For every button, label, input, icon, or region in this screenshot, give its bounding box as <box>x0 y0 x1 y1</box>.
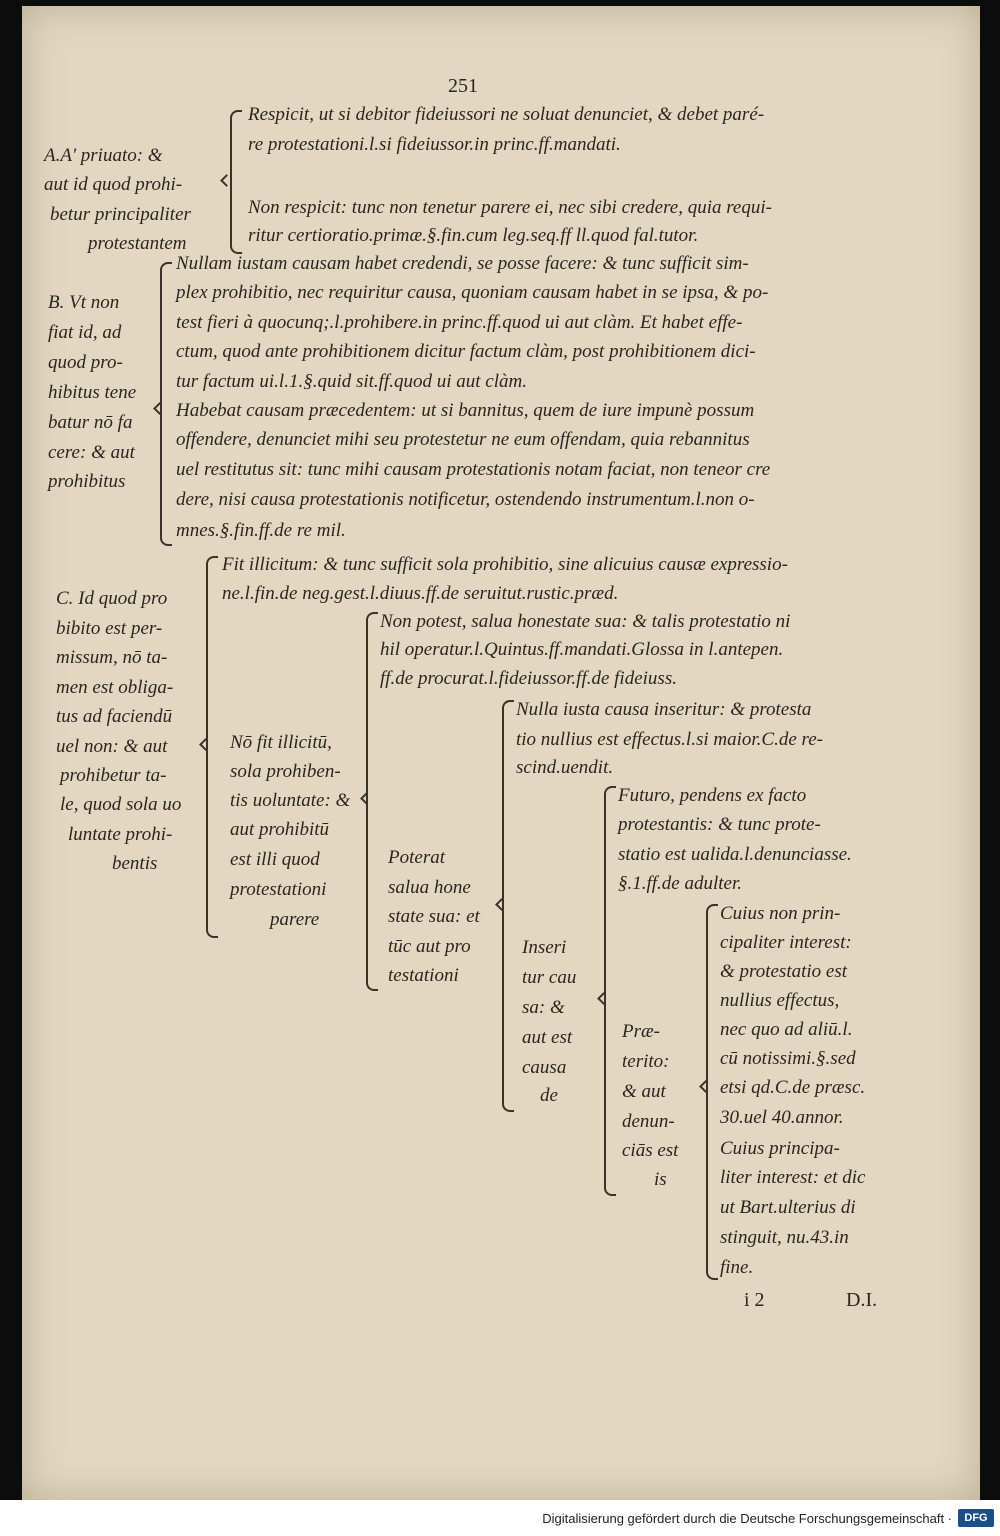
nullam-line: test fieri à quocunq;.l.prohibere.in princ.ff.quod ui aut clàm. Et habet effe- <box>176 312 743 333</box>
section-b-head-line: hibitus tene <box>48 382 137 403</box>
respicit-line: re protestationi.l.si fideiussor.in princ.ff.mandati. <box>248 134 621 155</box>
poterat-line: state sua: et <box>388 906 480 927</box>
section-a-head-line: aut id quod prohi- <box>44 174 183 195</box>
nulla-line: Nulla iusta causa inseritur: & protesta <box>516 699 812 720</box>
section-c-head-line: bibito est per- <box>56 618 163 639</box>
fit-illicitum-line: Fit illicitum: & tunc sufficit sola prohibitio, sine alicuius causæ expressio- <box>222 554 788 575</box>
nullam-line: Nullam iustam causam habet credendi, se posse facere: & tunc sufficit sim- <box>176 253 749 274</box>
habebat-line: dere, nisi causa protestationis notificetur, ostendendo instrumentum.l.non o- <box>176 489 755 510</box>
section-b-head-line: quod pro- <box>48 352 123 373</box>
section-c-head-line: le, quod sola uo <box>60 794 182 815</box>
no-fit-line: Nō fit illicitū, <box>230 732 332 753</box>
section-c-head-line: luntate prohi- <box>68 824 173 845</box>
footer-credit-text: Digitalisierung gefördert durch die Deutsche Forschungsgemeinschaft · <box>542 1511 952 1526</box>
non-potest-line: Non potest, salua honestate sua: & talis protestatio ni <box>380 611 791 632</box>
section-b-head-line: prohibitus <box>48 471 126 492</box>
no-fit-line: aut prohibitū <box>230 819 330 840</box>
section-c-head-line: men est obliga- <box>56 677 174 698</box>
inseri-line: sa: & <box>522 997 565 1018</box>
cuius-princ-line: ut Bart.ulterius di <box>720 1197 856 1218</box>
section-b-head-line: fiat id, ad <box>48 322 122 343</box>
futuro-line: statio est ualida.l.denunciasse. <box>618 844 852 865</box>
cuius-princ-line: Cuius principa- <box>720 1138 840 1159</box>
poterat-line: Poterat <box>388 847 445 868</box>
section-c-head-line: prohibetur ta- <box>60 765 167 786</box>
inseri-line: Inseri <box>522 937 567 958</box>
cuius-non-line: nullius effectus, <box>720 990 840 1011</box>
non-respicit-line: ritur certioratio.primæ.§.fin.cum leg.seq.ff ll.quod fal.tutor. <box>248 225 699 246</box>
inseri-line: tur cau <box>522 967 577 988</box>
fit-illicitum-line: ne.l.fin.de neg.gest.l.diuus.ff.de seruitut.rustic.præd. <box>222 583 619 604</box>
section-c-head-line: uel non: & aut <box>56 736 168 757</box>
futuro-line: §.1.ff.de adulter. <box>618 873 743 894</box>
section-a-head-line: betur principaliter <box>50 204 191 225</box>
cuius-non-line: & protestatio est <box>720 961 848 982</box>
cuius-non-line: Cuius non prin- <box>720 903 841 924</box>
no-fit-line: est illi quod <box>230 849 320 870</box>
page-number: 251 <box>448 75 478 97</box>
section-b-head-line: cere: & aut <box>48 442 135 463</box>
brace-praeterito <box>706 904 718 1280</box>
cuius-princ-line: liter interest: et dic <box>720 1167 866 1188</box>
respicit-line: Respicit, ut si debitor fideiussori ne soluat denunciet, & debet paré- <box>248 104 765 125</box>
habebat-line: Habebat causam præcedentem: ut si bannitus, quem de iure impunè possum <box>176 400 755 421</box>
cuius-non-line: nec quo ad aliū.l. <box>720 1019 853 1040</box>
praeterito-line: is <box>654 1169 667 1190</box>
section-c-head-line: tus ad faciendū <box>56 706 173 727</box>
section-c-head-line: C. Id quod pro <box>56 588 168 609</box>
cuius-princ-line: fine. <box>720 1257 754 1278</box>
no-fit-line: tis uoluntate: & <box>230 790 351 811</box>
dfg-logo-icon: DFG <box>958 1509 994 1527</box>
inseri-line: aut est <box>522 1027 573 1048</box>
cuius-princ-line: stinguit, nu.43.in <box>720 1227 849 1248</box>
praeterito-line: terito: <box>622 1051 670 1072</box>
brace-inseri <box>604 786 616 1196</box>
nulla-line: scind.uendit. <box>516 757 614 778</box>
cuius-non-line: cipaliter interest: <box>720 932 852 953</box>
section-a-head-line: protestantem <box>88 233 187 254</box>
footer-bar <box>0 1500 1000 1536</box>
futuro-line: Futuro, pendens ex facto <box>618 785 807 806</box>
non-potest-line: hil operatur.l.Quintus.ff.mandati.Glossa in l.antepen. <box>380 639 784 660</box>
cuius-non-line: etsi qd.C.de præsc. <box>720 1077 866 1098</box>
habebat-line: offendere, denunciet mihi seu protestetur ne eum offendam, quia rebannitus <box>176 429 750 450</box>
signature-mark: i 2 <box>744 1289 765 1311</box>
non-potest-line: ff.de procurat.l.fideiussor.ff.de fideiuss. <box>380 668 677 689</box>
nulla-line: tio nullius est effectus.l.si maior.C.de re- <box>516 729 823 750</box>
section-c-head-line: bentis <box>112 853 158 874</box>
cuius-non-line: 30.uel 40.annor. <box>720 1107 844 1128</box>
no-fit-line: parere <box>270 909 320 930</box>
praeterito-line: Præ- <box>622 1021 660 1042</box>
futuro-line: protestantis: & tunc prote- <box>618 814 821 835</box>
non-respicit-line: Non respicit: tunc non tenetur parere ei, nec sibi credere, quia requi- <box>248 197 772 218</box>
nullam-line: plex prohibitio, nec requiritur causa, quoniam causam habet in se ipsa, & po- <box>176 282 769 303</box>
praeterito-line: & aut <box>622 1081 666 1102</box>
nullam-line: tur factum ui.l.1.§.quid sit.ff.quod ui aut clàm. <box>176 371 527 392</box>
praeterito-line: denun- <box>622 1111 675 1132</box>
brace-a <box>230 110 242 254</box>
no-fit-line: protestationi <box>230 879 327 900</box>
poterat-line: salua hone <box>388 877 471 898</box>
habebat-line: mnes.§.fin.ff.de re mil. <box>176 520 346 541</box>
habebat-line: uel restitutus sit: tunc mihi causam protestationis notam faciat, non teneor cre <box>176 459 771 480</box>
nullam-line: ctum, quod ante prohibitionem dicitur factum clàm, post prohibitionem dici- <box>176 341 756 362</box>
section-a-head-line: A.A' priuato: & <box>44 145 163 166</box>
praeterito-line: ciās est <box>622 1140 679 1161</box>
cuius-non-line: cū notissimi.§.sed <box>720 1048 856 1069</box>
inseri-line: causa <box>522 1057 567 1078</box>
poterat-line: tūc aut pro <box>388 936 471 957</box>
poterat-line: testationi <box>388 965 459 986</box>
section-c-head-line: missum, nō ta- <box>56 647 168 668</box>
inseri-line: de <box>540 1085 558 1106</box>
section-b-head-line: batur nō fa <box>48 412 133 433</box>
section-b-head-line: B. Vt non <box>48 292 120 313</box>
catchword: D.I. <box>846 1289 878 1311</box>
no-fit-line: sola prohiben- <box>230 761 341 782</box>
